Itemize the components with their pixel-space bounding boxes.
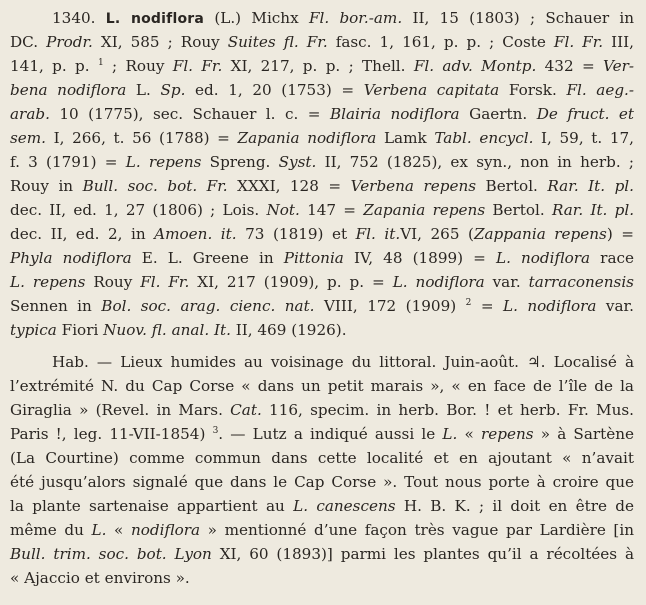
- italic-text: Zappania repens: [473, 225, 607, 243]
- entry-line: [10, 104, 634, 124]
- text-run: 141, p. p.: [10, 57, 98, 75]
- text-run: XI, 585 ; Rouy: [92, 33, 228, 51]
- italic-text: typica: [10, 321, 57, 339]
- footnote-ref: 3: [212, 425, 219, 436]
- entry-line: [10, 320, 347, 340]
- entry-line: [10, 80, 634, 100]
- text-run: VI, 265 (: [400, 225, 474, 243]
- italic-text: Sp.: [160, 81, 186, 99]
- italic-text: Pittonia: [283, 249, 344, 267]
- text-run: var.: [484, 273, 529, 291]
- italic-text: L.: [91, 521, 107, 539]
- italic-text: tarraconensis: [528, 273, 634, 291]
- italic-text: Nuov. fl. anal. It.: [103, 321, 231, 339]
- text-run: Sennen in: [10, 297, 102, 315]
- text-run: Spreng.: [201, 153, 279, 171]
- text-run: ed. 1, 20 (1753) =: [185, 81, 364, 99]
- text-run: 73 (1819) et: [236, 225, 356, 243]
- italic-text: Tabl. encycl.: [434, 129, 534, 147]
- text-run: Gaertn.: [459, 105, 537, 123]
- italic-text: Verbena capitata: [363, 81, 500, 99]
- species-name: L. nodiflora: [105, 11, 205, 27]
- text-run: XXXI, 128 =: [227, 177, 351, 195]
- italic-text: Suites fl. Fr.: [227, 33, 328, 51]
- text-run: même du: [10, 521, 92, 539]
- italic-text: Rar. It. pl.: [551, 201, 635, 219]
- footnote-ref: 2: [465, 297, 472, 308]
- habitat-line: [10, 448, 634, 468]
- entry-line: [10, 248, 634, 268]
- italic-text: L. nodiflora: [392, 273, 485, 291]
- italic-text: Fl. Fr.: [172, 57, 223, 75]
- text-run: dec. II, ed. 1, 27 (1806) ; Lois.: [10, 201, 267, 219]
- text-run: Bertol.: [485, 201, 552, 219]
- entry-line: [10, 128, 634, 148]
- italic-text: L. nodiflora: [503, 297, 597, 315]
- habitat-line: [52, 352, 634, 372]
- italic-text: L. repens: [10, 273, 86, 291]
- italic-text: Rar. It. pl.: [547, 177, 634, 195]
- italic-text: Bull. trim. soc. bot. Lyon: [10, 545, 212, 563]
- habitat-line: [10, 472, 634, 492]
- italic-text: Bol. soc. arag. cienc. nat.: [101, 297, 315, 315]
- text-run: Fiori: [56, 321, 104, 339]
- entry-number: 1340.: [52, 9, 96, 27]
- italic-text: Fl. Fr.: [140, 273, 190, 291]
- text-run: E. L. Greene in: [131, 249, 284, 267]
- text-run: 147 =: [299, 201, 364, 219]
- footnote-ref: 1: [97, 57, 104, 68]
- text-run: II, 469 (1926).: [230, 321, 347, 339]
- text-run: H. B. K. ; il doit en être de: [395, 497, 634, 515]
- text-run: f. 3 (1791) =: [10, 153, 126, 171]
- text-run: . — Lutz a indiqué aussi le: [218, 425, 443, 443]
- entry-line: [10, 296, 634, 316]
- text-run: la plante sartenaise appartient au: [10, 497, 294, 515]
- italic-text: sem.: [10, 129, 47, 147]
- italic-text: Bull. soc. bot. Fr.: [82, 177, 228, 195]
- italic-text: Zapania nodiflora: [237, 129, 377, 147]
- italic-text: bena nodiflora: [10, 81, 127, 99]
- habitat-line: [10, 376, 634, 396]
- text-run: XI, 217 (1909), p. p. =: [189, 273, 393, 291]
- habitat-line: [10, 400, 634, 420]
- text-run: DC.: [10, 33, 47, 51]
- entry-line: [10, 152, 634, 172]
- italic-text: L. nodiflora: [496, 249, 591, 267]
- habitat-line: [10, 544, 634, 564]
- text-run: «: [106, 521, 131, 539]
- text-run: l’extrémité N. du Cap Corse « dans un petit marais », « en face de l’île de la: [10, 377, 634, 395]
- text-run: VIII, 172 (1909): [314, 297, 466, 315]
- text-run: « Ajaccio et environs ».: [10, 569, 190, 587]
- text-run: var.: [596, 297, 634, 315]
- text-run: race: [590, 249, 634, 267]
- habitat-line: [10, 496, 634, 516]
- italic-text: Verbena repens: [350, 177, 477, 195]
- italic-text: Fl. it.: [355, 225, 401, 243]
- species-author: (L.): [214, 9, 242, 27]
- entry-line: [10, 32, 634, 52]
- text-run: L.: [126, 81, 161, 99]
- text-run: été jusqu’alors signalé que dans le Cap Corse ». Tout nous porte à croire que: [10, 473, 634, 491]
- entry-line: [10, 272, 634, 292]
- habitat-line: [10, 568, 190, 588]
- text-run: Paris !, leg. 11-VII-1854): [10, 425, 213, 443]
- text-run: Bertol.: [476, 177, 548, 195]
- entry-line-1: [52, 8, 634, 29]
- text-run: IV, 48 (1899) =: [343, 249, 496, 267]
- text-run: I, 266, t. 56 (1788) =: [46, 129, 238, 147]
- text-run: 116, specim. in herb. Bor. ! et herb. Fr. Mus.: [261, 401, 635, 419]
- text-run: » mentionné d’une façon très vague par Lardière [in: [200, 521, 634, 539]
- habitat-line: [10, 520, 634, 540]
- italic-text: L.: [442, 425, 458, 443]
- text-run: «: [457, 425, 481, 443]
- text-run: ; Rouy: [103, 57, 173, 75]
- text-run: Hab. — Lieux humides au voisinage du littoral. Juin-août. ♃. Localisé à: [52, 353, 634, 371]
- text-run: XI, 60 (1893)] parmi les plantes qu’il a récoltées à: [211, 545, 634, 563]
- italic-text: L. repens: [125, 153, 202, 171]
- habitat-line: [10, 424, 634, 444]
- text-run: I, 59, t. 17,: [533, 129, 634, 147]
- italic-text: Fl. bor.-am.: [308, 9, 403, 27]
- italic-text: Ver-: [603, 57, 634, 75]
- text-run: Michx: [251, 9, 309, 27]
- text-run: =: [471, 297, 503, 315]
- text-run: dec. II, ed. 2, in: [10, 225, 155, 243]
- entry-line: [10, 56, 634, 76]
- text-run: Giraglia » (Revel. in Mars.: [10, 401, 231, 419]
- text-run: Rouy in: [10, 177, 83, 195]
- text-run: Rouy: [85, 273, 141, 291]
- text-run: XI, 217, p. p. ; Thell.: [222, 57, 414, 75]
- entry-line: [10, 200, 634, 220]
- italic-text: Not.: [266, 201, 300, 219]
- text-run: III,: [603, 33, 634, 51]
- italic-text: Blairia nodiflora: [329, 105, 460, 123]
- italic-text: Syst.: [278, 153, 317, 171]
- italic-text: nodiflora: [130, 521, 201, 539]
- italic-text: Phyla nodiflora: [10, 249, 132, 267]
- italic-text: Fl. Fr.: [553, 33, 604, 51]
- italic-text: repens: [481, 425, 534, 443]
- entry-line: [10, 176, 634, 196]
- text-run: fasc. 1, 161, p. p. ; Coste: [327, 33, 554, 51]
- italic-text: Amoen. it.: [154, 225, 237, 243]
- text-run: 10 (1775), sec. Schauer l. c. =: [49, 105, 330, 123]
- italic-text: Prodr.: [46, 33, 93, 51]
- italic-text: L. canescens: [293, 497, 396, 515]
- text-run: Forsk.: [499, 81, 567, 99]
- text-run: ) =: [606, 225, 634, 243]
- italic-text: De fruct. et: [536, 105, 635, 123]
- italic-text: Cat.: [230, 401, 262, 419]
- text-run: Lamk: [376, 129, 435, 147]
- text-run: » à Sartène: [533, 425, 635, 443]
- entry-line-1-rest: [251, 9, 634, 27]
- italic-text: Fl. aeg.-: [566, 81, 635, 99]
- text-run: (La Courtine) comme commun dans cette localité et en ajoutant « n’avait: [10, 449, 634, 467]
- text-run: II, 752 (1825), ex syn., non in herb. ;: [316, 153, 635, 171]
- text-run: II, 15 (1803) ; Schauer in: [402, 9, 635, 27]
- italic-text: Fl. adv. Montp.: [413, 57, 537, 75]
- entry-line: [10, 224, 634, 244]
- text-run: 432 =: [536, 57, 604, 75]
- italic-text: Zapania repens: [363, 201, 486, 219]
- italic-text: arab.: [10, 105, 50, 123]
